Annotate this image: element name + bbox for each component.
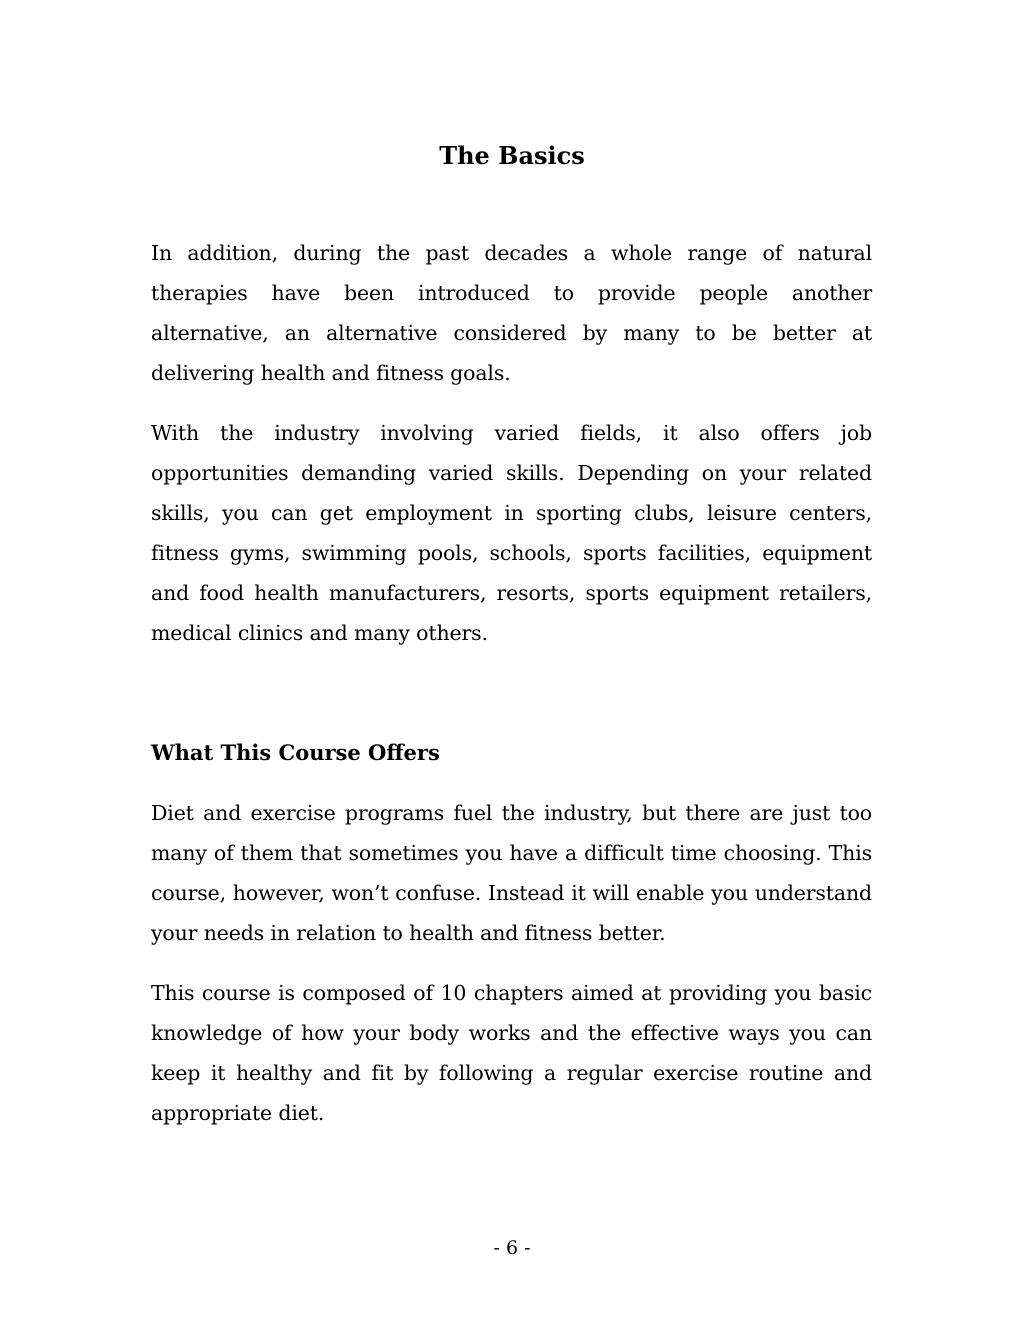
section-heading: What This Course Offers <box>151 740 440 765</box>
paragraph-diet-exercise: Diet and exercise programs fuel the industry, but there are just too many of them that sometimes you have a difficult time choosing. This course, however, won’t confuse. Instead it will enable you understand your needs in relation to health and fitness better. <box>151 801 872 945</box>
paragraph-course-composition: This course is composed of 10 chapters aimed at providing you basic knowledge of how your body works and the effective ways you can keep it healthy and fit by following a regular exercise routine and appropriate diet. <box>151 981 872 1125</box>
page-number: - 6 - <box>493 1237 531 1259</box>
page-title: The Basics <box>439 141 585 170</box>
paragraph-natural-therapies: In addition, during the past decades a whole range of natural therapies have been introduced to provide people another alternative, an alternative considered by many to be better at delivering health and fitness goals. <box>151 241 872 385</box>
paragraph-job-opportunities: With the industry involving varied fields, it also offers job opportunities demanding varied skills. Depending on your related skills, you can get employment in sporting clubs, leisure centers, fitness gyms, swimming pools, schools, sports facilities, equipment and food health manufacturers, resorts, sports equipment retailers, medical clinics and many others. <box>151 421 872 645</box>
